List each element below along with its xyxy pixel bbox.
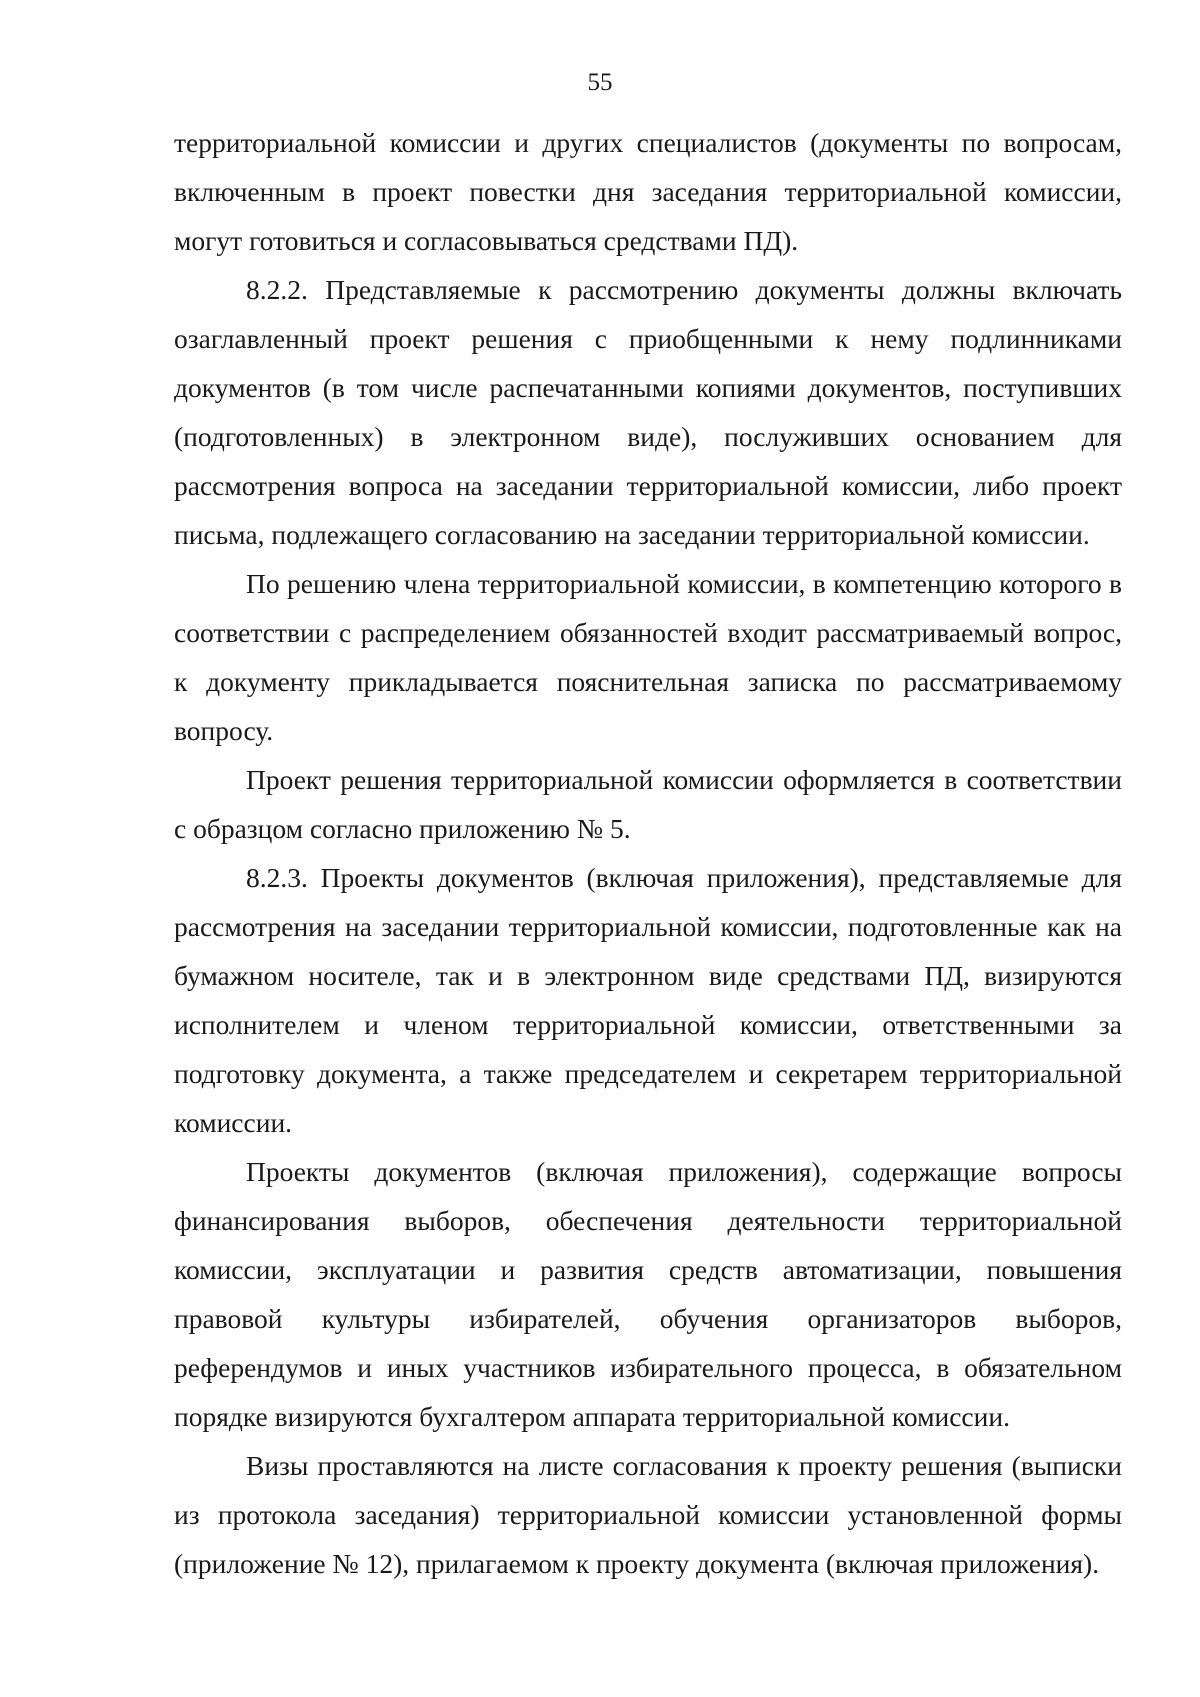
paragraph-draft-decision-form: Проект решения территориальной комиссии оформляется в соответствии с образцом согласно приложению № 5. (174, 764, 1122, 844)
paragraph-accountant-approval: Проекты документов (включая приложения), содержащие вопросы финансирования выборов, обеспечения деятельности территориальной комиссии, эксплуатации и развития средств автоматизации, повышения правовой культуры избирателей, обучения организаторов выборов, референдумов и иных участников избирательного процесса, в обязательном порядке визируются бухгалтером аппарата территориальной комиссии. (174, 1156, 1122, 1432)
paragraph-8-2-2: 8.2.2. Представляемые к рассмотрению документы должны включать озаглавленный проект решения с приобщенными к нему подлинниками документов (в том числе распечатанными копиями документов, поступивших (подготовленных) в электронном виде), послуживших основанием для рассмотрения вопроса на заседании территориальной комиссии, либо проект письма, подлежащего согласованию на заседании территориальной комиссии. (174, 274, 1122, 550)
page-number: 55 (587, 69, 613, 96)
paragraph-8-2-3: 8.2.3. Проекты документов (включая приложения), представляемые для рассмотрения на заседании территориальной комиссии, подготовленные как на бумажном носителе, так и в электронном виде средствами ПД, визируются исполнителем и членом территориальной комиссии, ответственными за подготовку документа, а также председателем и секретарем территориальной комиссии. (174, 862, 1122, 1138)
paragraph-approval-sheet: Визы проставляются на листе согласования к проекту решения (выписки из протокола заседания) территориальной комиссии установленной формы (приложение № 12), прилагаемом к проекту документа (включая приложения). (174, 1450, 1122, 1579)
paragraph-continuation: территориальной комиссии и других специалистов (документы по вопросам, включенным в проект повестки дня заседания территориальной комиссии, могут готовиться и согласовываться средствами ПД). (174, 127, 1122, 256)
document-body (174, 118, 1122, 1588)
paragraph-explanatory-note: По решению члена территориальной комиссии, в компетенцию которого в соответствии с распределением обязанностей входит рассматриваемый вопрос, к документу прикладывается пояснительная записка по рассматриваемому вопросу. (174, 568, 1122, 746)
